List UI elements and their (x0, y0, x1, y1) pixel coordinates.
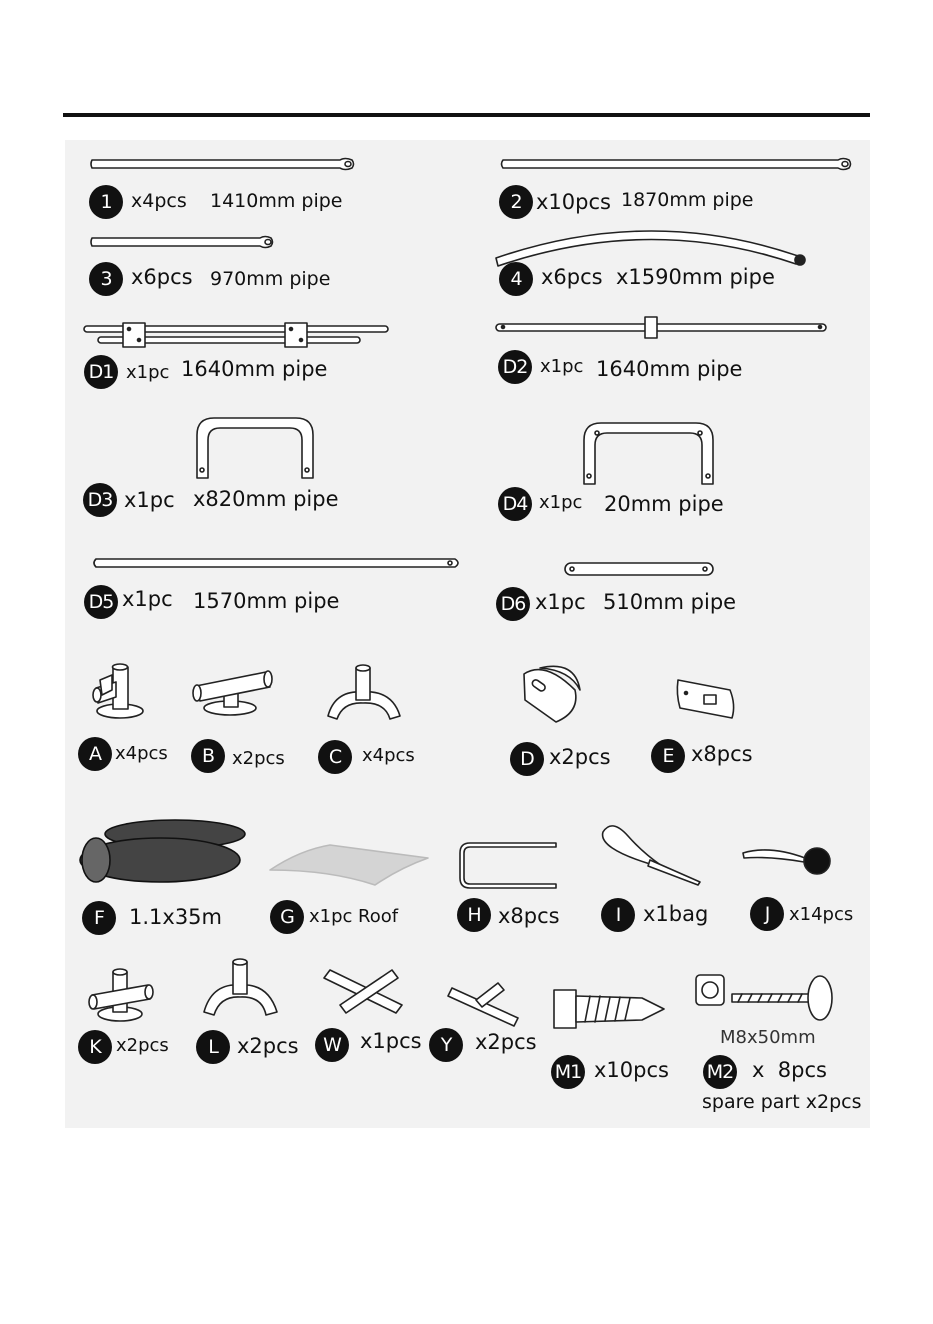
part-desc-g: Roof (358, 906, 399, 927)
part-badge-d3: D3 (83, 483, 117, 517)
cross-connector-icon (324, 970, 402, 1013)
part-qty-d1: x1pc (126, 362, 170, 383)
part-desc-d6: 510mm pipe (603, 590, 737, 614)
part-badge-g: G (270, 900, 304, 934)
clamp-icon (524, 666, 580, 722)
curved-pipe-icon (496, 231, 805, 266)
part-qty-d2: x1pc (540, 356, 584, 377)
part-badge-m1: M1 (551, 1055, 585, 1089)
part-qty-3: x6pcs (131, 265, 193, 289)
part-qty-d5: x1pc (122, 587, 173, 611)
part-desc-1: 1410mm pipe (210, 190, 343, 212)
tee-connector-icon (448, 983, 518, 1026)
flat-bar-icon (565, 563, 713, 575)
arch-connector-icon (328, 665, 400, 719)
straight-pipe-icon (91, 159, 354, 170)
part-badge-c: C (318, 740, 352, 774)
part-qty-h: x8pcs (498, 904, 560, 928)
part-badge-i: I (601, 898, 635, 932)
part-qty-y: x2pcs (475, 1030, 537, 1054)
part-qty-g: x1pc (309, 906, 353, 927)
part-spare-m2: spare part x2pcs (702, 1091, 862, 1113)
ball-bungee-icon (743, 848, 830, 874)
bolt-icon (696, 975, 832, 1020)
base-cross-icon (89, 969, 153, 1021)
part-qty-2: x10pcs (536, 190, 611, 214)
straight-pipe-icon (502, 159, 851, 170)
part-badge-h: H (457, 898, 491, 932)
part-qty-c: x4pcs (362, 745, 415, 766)
part-qty-l: x2pcs (237, 1034, 299, 1058)
base-connector-icon (93, 664, 143, 718)
part-spec-m2: M8x50mm (720, 1027, 816, 1048)
part-desc-d3: x820mm pipe (193, 487, 339, 511)
part-badge-k: K (78, 1030, 112, 1064)
part-badge-l: L (196, 1030, 230, 1064)
base-tee-icon (193, 671, 272, 715)
part-badge-2: 2 (499, 185, 533, 219)
self-drilling-screw-icon (554, 990, 664, 1028)
part-qty-j: x14pcs (789, 904, 854, 925)
part-badge-3: 3 (89, 262, 123, 296)
part-qty-d6: x1pc (535, 590, 586, 614)
part-desc-3: 970mm pipe (210, 268, 331, 290)
flat-bar-icon (94, 559, 458, 567)
part-qty-w: x1pcs (360, 1029, 422, 1053)
part-badge-1: 1 (89, 185, 123, 219)
part-qty-m2: x 8pcs (752, 1058, 827, 1082)
part-desc-d2: 1640mm pipe (596, 357, 743, 381)
part-badge-d6: D6 (496, 587, 530, 621)
part-desc-f: 1.1x35m (129, 905, 223, 929)
part-badge-a: A (78, 737, 112, 771)
part-desc-2: 1870mm pipe (621, 189, 754, 211)
part-desc-d1: 1640mm pipe (181, 357, 328, 381)
arch-tee-icon (204, 959, 277, 1015)
part-qty-e: x8pcs (691, 742, 753, 766)
part-qty-b: x2pcs (232, 748, 285, 769)
mesh-roll-icon (80, 820, 245, 882)
part-desc-d4: 20mm pipe (604, 492, 724, 516)
bracket-icon (677, 680, 733, 718)
part-badge-d4: D4 (498, 487, 532, 521)
part-badge-j: J (750, 897, 784, 931)
part-desc-4: x1590mm pipe (616, 265, 775, 289)
part-badge-4: 4 (499, 262, 533, 296)
cable-tie-icon (603, 826, 700, 885)
part-badge-d: D (510, 742, 544, 776)
part-badge-y: Y (429, 1028, 463, 1062)
part-badge-f: F (82, 901, 116, 935)
part-desc-d5: 1570mm pipe (193, 589, 340, 613)
hinged-pipe-icon (496, 317, 826, 338)
part-badge-d5: D5 (84, 585, 118, 619)
part-qty-a: x4pcs (115, 743, 168, 764)
part-badge-b: B (191, 739, 225, 773)
part-qty-m1: x10pcs (594, 1058, 669, 1082)
u-stake-icon (460, 843, 556, 888)
u-frame-icon (197, 418, 313, 478)
hinged-pipe-icon (84, 323, 388, 347)
part-badge-e: E (651, 739, 685, 773)
part-qty-d3: x1pc (124, 488, 175, 512)
part-badge-w: W (315, 1028, 349, 1062)
part-qty-i: x1bag (643, 902, 709, 926)
roof-sheet-icon (270, 845, 428, 885)
part-qty-1: x4pcs (131, 190, 187, 212)
part-qty-d: x2pcs (549, 745, 611, 769)
part-badge-m2: M2 (703, 1055, 737, 1089)
part-qty-4: x6pcs (541, 265, 603, 289)
part-qty-d4: x1pc (539, 492, 583, 513)
part-qty-k: x2pcs (116, 1035, 169, 1056)
part-badge-d2: D2 (498, 350, 532, 384)
u-frame-icon (584, 423, 713, 484)
part-badge-d1: D1 (84, 355, 118, 389)
straight-pipe-icon (91, 237, 273, 248)
